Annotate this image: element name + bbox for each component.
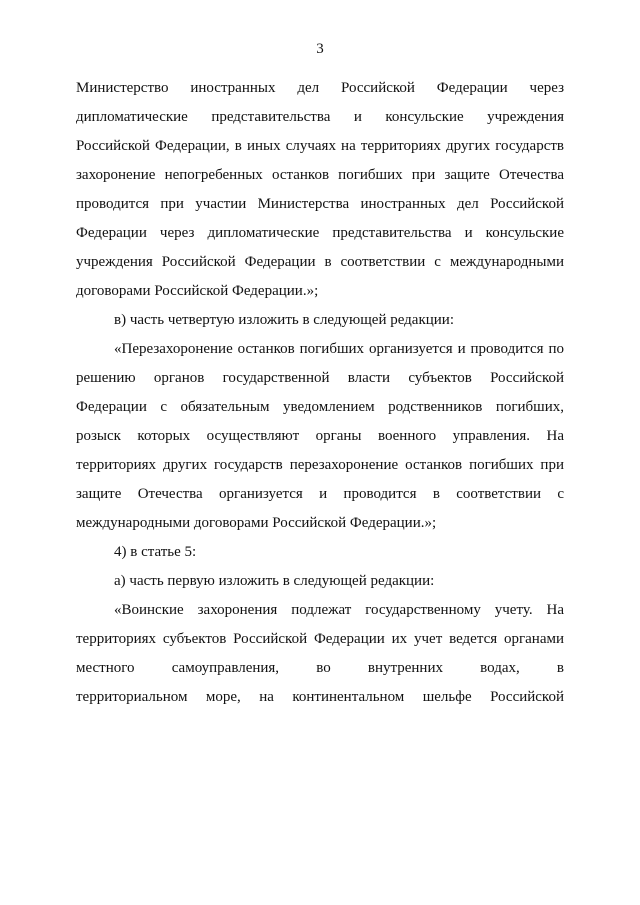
text-line: решению органов государственной власти субъектов Российской xyxy=(76,370,564,386)
text-line: Российской Федерации, в иных случаях на территориях других государств xyxy=(76,138,564,154)
text-line: территориях других государств перезахоронение останков погибших при xyxy=(76,457,564,473)
text-line: Федерации с обязательным уведомлением родственников погибших, xyxy=(76,399,564,415)
document-body xyxy=(76,74,564,712)
text-line: международными договорами Российской Федерации.»; xyxy=(76,515,437,531)
text-line: Министерство иностранных дел Российской Федерации через xyxy=(76,80,564,96)
text-line: учреждения Российской Федерации в соответствии с международными xyxy=(76,254,564,270)
text-line: территориальном море, на континентальном шельфе Российской xyxy=(76,689,564,705)
text-line: розыск которых осуществляют органы военного управления. На xyxy=(76,428,564,444)
text-line: а) часть первую изложить в следующей редакции: xyxy=(114,573,435,589)
text-line: защите Отечества организуется и проводится в соответствии с xyxy=(76,486,564,502)
page-number: 3 xyxy=(316,41,324,57)
text-line: территориях субъектов Российской Федерации их учет ведется органами xyxy=(76,631,564,647)
text-line: захоронение непогребенных останков погибших при защите Отечества xyxy=(76,167,564,183)
text-line: проводится при участии Министерства иностранных дел Российской xyxy=(76,196,564,212)
text-line: в) часть четвертую изложить в следующей редакции: xyxy=(114,312,455,328)
text-line: «Воинские захоронения подлежат государственному учету. На xyxy=(114,602,564,618)
text-line: дипломатические представительства и консульские учреждения xyxy=(76,109,564,125)
text-line: договорами Российской Федерации.»; xyxy=(76,283,319,299)
text-line: Федерации через дипломатические представительства и консульские xyxy=(76,225,564,241)
text-line: 4) в статье 5: xyxy=(114,544,197,560)
text-line: местного самоуправления, во внутренних водах, в xyxy=(76,660,564,676)
text-line: «Перезахоронение останков погибших организуется и проводится по xyxy=(114,341,564,357)
